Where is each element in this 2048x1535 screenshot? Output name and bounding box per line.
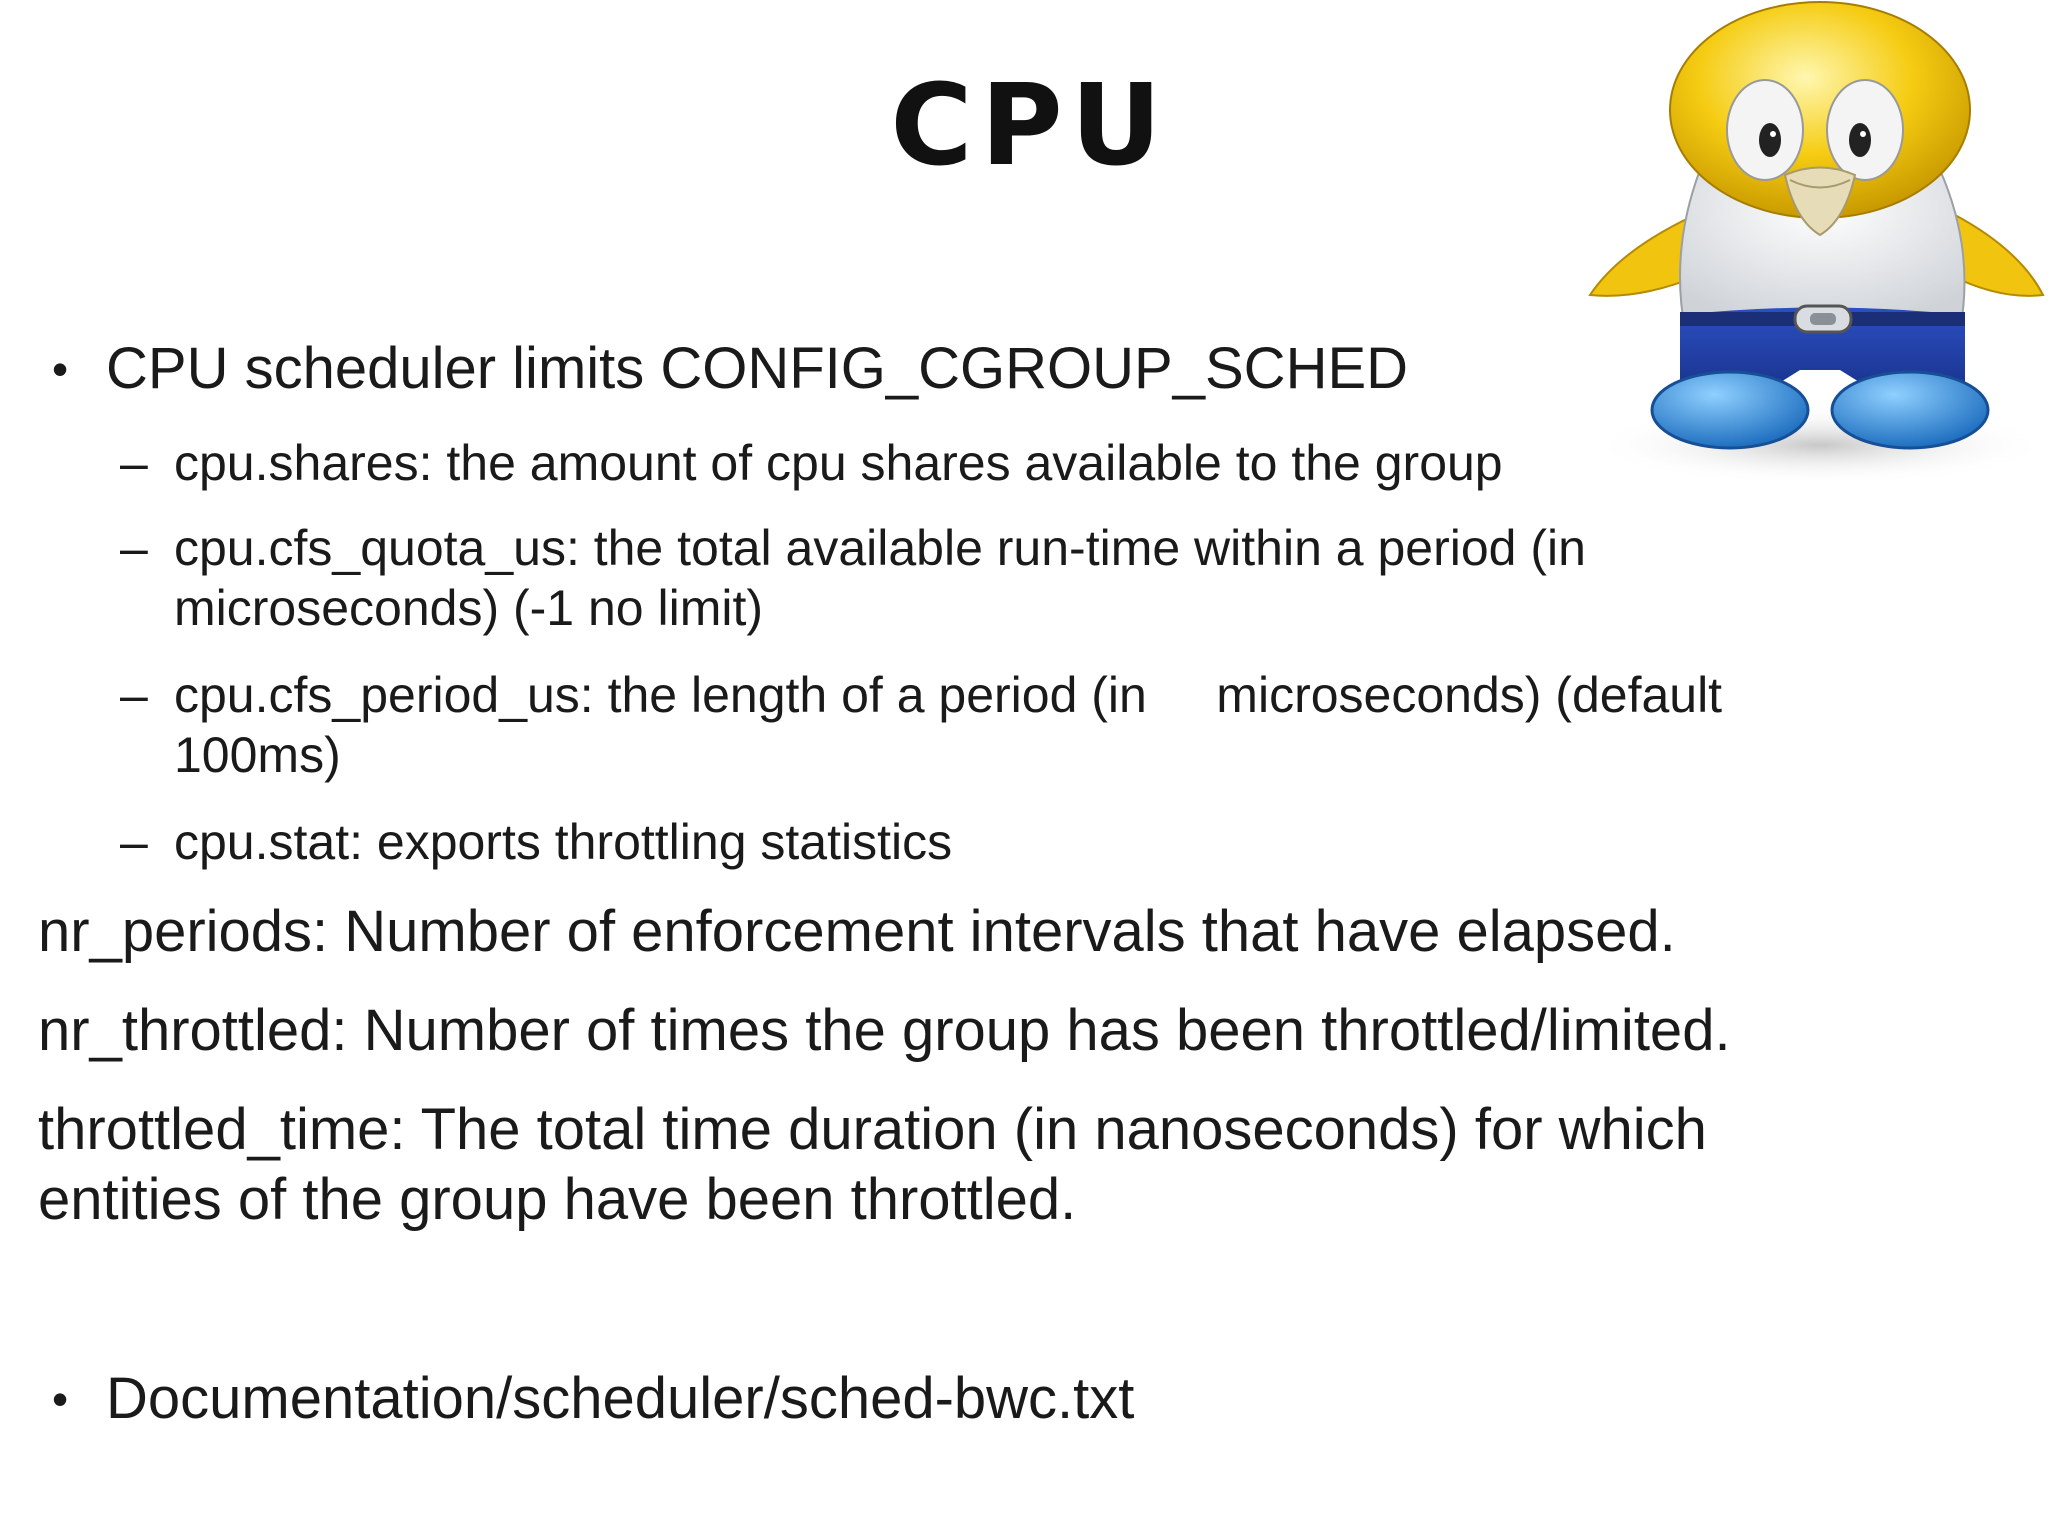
sub-item-marker: – [120,520,148,576]
sub-item-marker: – [120,814,148,870]
penguin-mascot-icon [1580,0,2048,480]
bullet-text: CPU scheduler limits CONFIG_CGROUP_SCHED [106,336,1409,401]
documentation-path: Documentation/scheduler/sched-bwc.txt [106,1366,1135,1431]
sub-item-text: cpu.shares: the amount of cpu shares available to the group [174,435,1503,491]
slide-title: CPU [890,61,1170,191]
bullet-marker: • [52,343,69,395]
bullet-marker: • [52,1373,69,1425]
stat-throttled-time: throttled_time: The total time duration (in nanoseconds) for which entities of the group have been throttled. [38,1097,1707,1232]
sub-item-text: cpu.stat: exports throttling statistics [174,814,953,870]
sub-item-marker: – [120,667,148,723]
stat-nr-throttled: nr_throttled: Number of times the group has been throttled/limited. [38,998,1731,1063]
sub-item-marker: – [120,435,148,491]
sub-item-text: cpu.cfs_quota_us: the total available run-time within a period (in microseconds) (-1 no limit) [174,520,1586,636]
sub-item-text: cpu.cfs_period_us: the length of a period (in microseconds) (default 100ms) [174,667,1723,783]
stat-nr-periods: nr_periods: Number of enforcement intervals that have elapsed. [38,899,1676,964]
